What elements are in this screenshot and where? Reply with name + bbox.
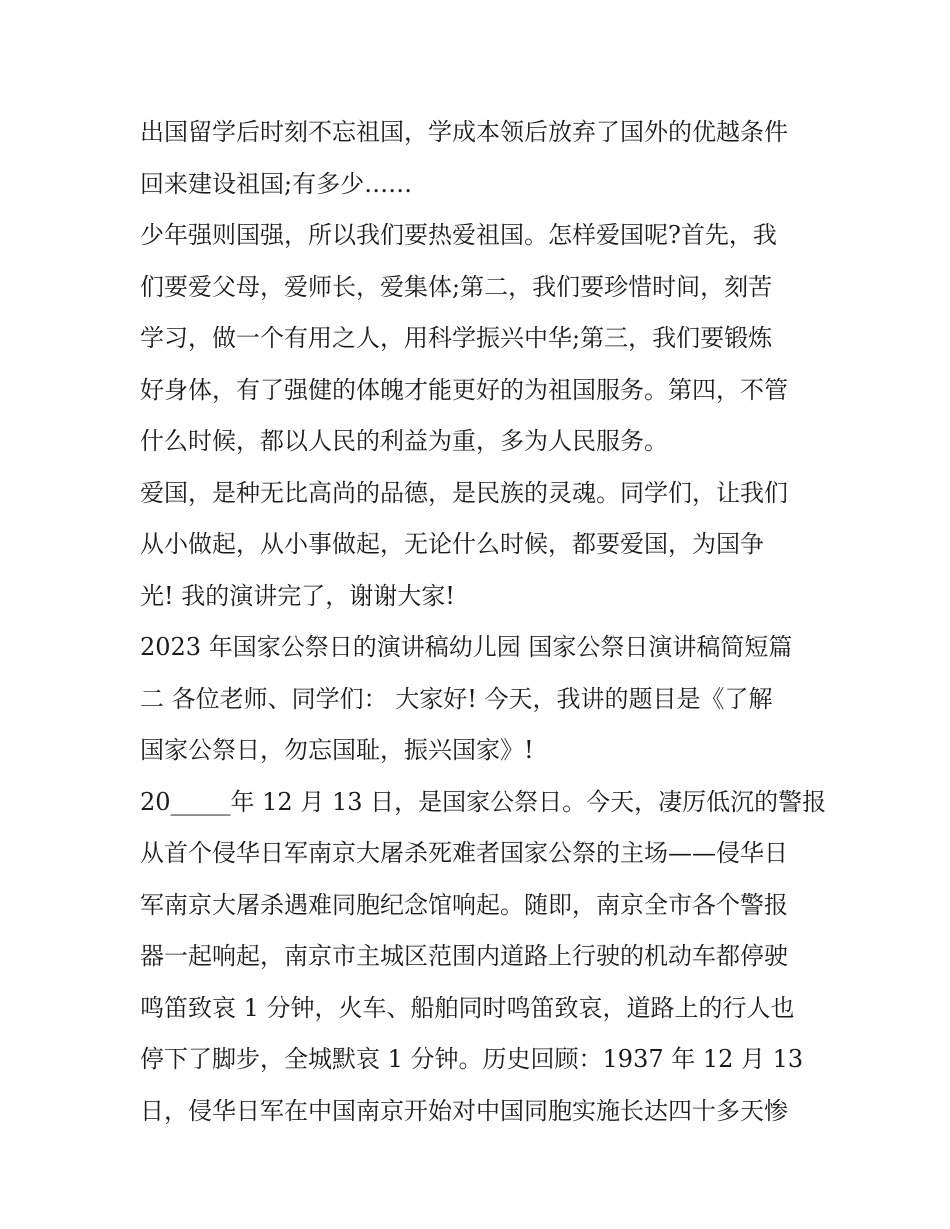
text-line: 器一起响起，南京市主城区范围内道路上行驶的机动车都停驶 xyxy=(140,942,788,970)
text-line: 2023 年国家公祭日的演讲稿幼儿园 国家公祭日演讲稿简短篇 xyxy=(140,633,793,661)
text-line: 军南京大屠杀遇难同胞纪念馆响起。随即，南京全市各个警报 xyxy=(140,890,788,919)
text-line: 国家公祭日，勿忘国耻，振兴国家》! xyxy=(140,736,534,764)
text-line: 什么时候，都以人民的利益为重，多为人民服务。 xyxy=(140,427,668,455)
text-line: 鸣笛致哀 1 分钟，火车、船舶同时鸣笛致哀，道路上的行人也 xyxy=(140,993,795,1022)
text-line: 20_____年 12 月 13 日，是国家公祭日。今天，凄厉低沉的警报 xyxy=(140,787,827,816)
body-text xyxy=(140,107,827,1137)
text-line: 从小做起，从小事做起，无论什么时候，都要爱国，为国争 xyxy=(140,530,764,558)
text-line: 从首个侵华日军南京大屠杀死难者国家公祭的主场——侵华日 xyxy=(140,839,788,867)
text-line: 二 各位老师、同学们： 大家好! 今天，我讲的题目是《了解 xyxy=(140,684,773,713)
text-line: 们要爱父母，爱师长，爱集体;第二，我们要珍惜时间，刻苦 xyxy=(140,272,773,301)
text-line: 好身体，有了强健的体魄才能更好的为祖国服务。第四，不管 xyxy=(140,375,788,404)
text-line: 光! 我的演讲完了，谢谢大家! xyxy=(140,581,455,610)
text-line: 爱国，是种无比高尚的品德，是民族的灵魂。同学们，让我们 xyxy=(140,478,788,507)
text-line: 回来建设祖国;有多少…… xyxy=(140,169,413,198)
text-line: 停下了脚步，全城默哀 1 分钟。历史回顾：1937 年 12 月 13 xyxy=(140,1045,804,1073)
text-line: 少年强则国强，所以我们要热爱祖国。怎样爱国呢?首先，我 xyxy=(140,221,777,249)
text-line: 出国留学后时刻不忘祖国，学成本领后放弃了国外的优越条件 xyxy=(140,118,788,146)
text-line: 日，侵华日军在中国南京开始对中国同胞实施长达四十多天惨 xyxy=(140,1096,788,1125)
text-line: 学习，做一个有用之人，用科学振兴中华;第三，我们要锻炼 xyxy=(140,324,773,352)
